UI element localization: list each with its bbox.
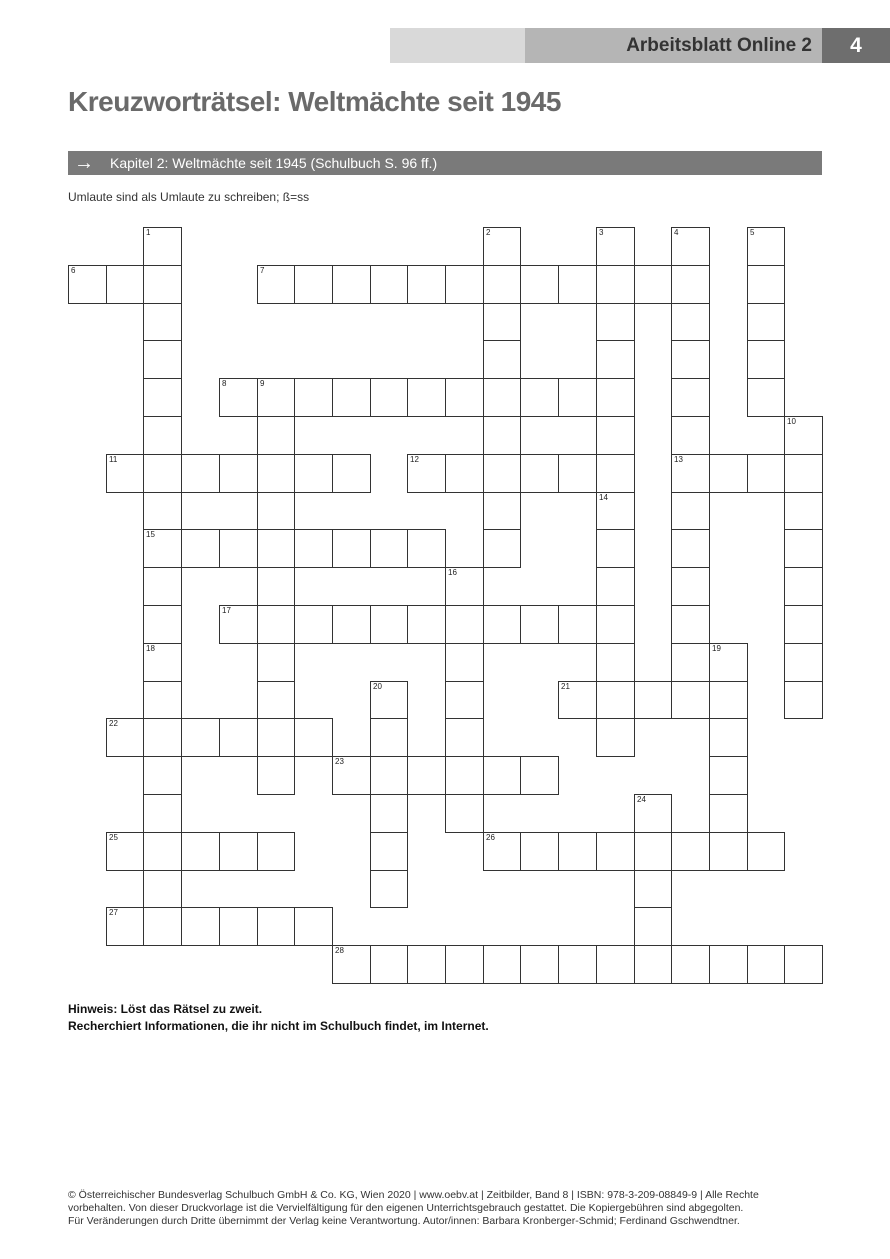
crossword-cell[interactable] bbox=[294, 907, 333, 946]
crossword-cell[interactable] bbox=[370, 265, 408, 304]
page-number: 4 bbox=[822, 28, 890, 63]
crossword-cell[interactable] bbox=[370, 945, 408, 984]
crossword-cell[interactable] bbox=[634, 945, 672, 984]
crossword-cell[interactable] bbox=[219, 454, 258, 493]
crossword-cell[interactable] bbox=[257, 567, 295, 606]
crossword-cell[interactable] bbox=[257, 492, 295, 530]
clue-number: 14 bbox=[599, 493, 608, 502]
crossword-cell[interactable] bbox=[784, 945, 823, 984]
crossword-cell[interactable] bbox=[181, 832, 220, 871]
header-bar-light bbox=[390, 28, 525, 63]
crossword-cell[interactable] bbox=[483, 756, 521, 795]
crossword-cell[interactable] bbox=[483, 303, 521, 341]
crossword-cell[interactable] bbox=[370, 870, 408, 908]
crossword-cell[interactable] bbox=[445, 756, 484, 795]
crossword-cell[interactable] bbox=[445, 945, 484, 984]
crossword-cell[interactable] bbox=[370, 718, 408, 757]
crossword-cell[interactable] bbox=[294, 529, 333, 568]
crossword-cell[interactable] bbox=[596, 605, 635, 644]
crossword-cell[interactable] bbox=[257, 681, 295, 719]
crossword-cell[interactable] bbox=[143, 832, 182, 871]
crossword-cell[interactable] bbox=[332, 756, 371, 795]
clue-number: 6 bbox=[71, 266, 76, 275]
clue-number: 2 bbox=[486, 228, 491, 237]
crossword-cell[interactable] bbox=[407, 265, 446, 304]
crossword-cell[interactable] bbox=[483, 605, 521, 644]
crossword-cell[interactable] bbox=[483, 416, 521, 455]
crossword-cell[interactable] bbox=[445, 605, 484, 644]
crossword-cell[interactable] bbox=[294, 378, 333, 417]
clue-number: 8 bbox=[222, 379, 227, 388]
crossword-cell[interactable] bbox=[596, 567, 635, 606]
crossword-cell[interactable] bbox=[784, 567, 823, 606]
crossword-cell[interactable] bbox=[671, 378, 710, 417]
crossword-cell[interactable] bbox=[520, 454, 559, 493]
crossword-cell[interactable] bbox=[634, 681, 672, 719]
clue-number: 16 bbox=[448, 568, 457, 577]
crossword-cell[interactable] bbox=[709, 718, 748, 757]
clue-number: 4 bbox=[674, 228, 679, 237]
crossword-cell[interactable] bbox=[596, 718, 635, 757]
crossword-cell[interactable] bbox=[143, 605, 182, 644]
crossword-cell[interactable] bbox=[634, 870, 672, 908]
crossword-cell[interactable] bbox=[596, 492, 635, 530]
crossword-cell[interactable] bbox=[671, 492, 710, 530]
crossword-cell[interactable] bbox=[784, 454, 823, 493]
clue-number: 27 bbox=[109, 908, 118, 917]
crossword-cell[interactable] bbox=[483, 454, 521, 493]
crossword-cell[interactable] bbox=[558, 605, 597, 644]
crossword-cell[interactable] bbox=[747, 265, 785, 304]
crossword-cell[interactable] bbox=[143, 454, 182, 493]
crossword-cell[interactable] bbox=[294, 718, 333, 757]
crossword-cell[interactable] bbox=[596, 416, 635, 455]
crossword-cell[interactable] bbox=[709, 945, 748, 984]
crossword-cell[interactable] bbox=[257, 643, 295, 682]
crossword-cell[interactable] bbox=[634, 832, 672, 871]
crossword-cell[interactable] bbox=[257, 605, 295, 644]
crossword-cell[interactable] bbox=[143, 340, 182, 379]
crossword-cell[interactable] bbox=[407, 378, 446, 417]
crossword-cell[interactable] bbox=[332, 265, 371, 304]
crossword-cell[interactable] bbox=[143, 794, 182, 833]
crossword-cell[interactable] bbox=[143, 870, 182, 908]
crossword-cell[interactable] bbox=[558, 681, 597, 719]
clue-number: 21 bbox=[561, 682, 570, 691]
crossword-cell[interactable] bbox=[143, 681, 182, 719]
crossword-cell[interactable] bbox=[219, 907, 258, 946]
crossword-cell[interactable] bbox=[143, 416, 182, 455]
crossword-cell[interactable] bbox=[671, 303, 710, 341]
crossword-cell[interactable] bbox=[483, 378, 521, 417]
crossword-cell[interactable] bbox=[483, 492, 521, 530]
crossword-cell[interactable] bbox=[596, 643, 635, 682]
crossword-cell[interactable] bbox=[483, 832, 521, 871]
crossword-cell[interactable] bbox=[143, 756, 182, 795]
crossword-cell[interactable] bbox=[784, 529, 823, 568]
crossword-cell[interactable] bbox=[445, 643, 484, 682]
crossword-cell[interactable] bbox=[370, 832, 408, 871]
crossword-cell[interactable] bbox=[558, 265, 597, 304]
crossword-cell[interactable] bbox=[257, 907, 295, 946]
crossword-cell[interactable] bbox=[181, 454, 220, 493]
crossword-cell[interactable] bbox=[709, 643, 748, 682]
crossword-cell[interactable] bbox=[558, 454, 597, 493]
crossword-cell[interactable] bbox=[257, 832, 295, 871]
footer-line: © Österreichischer Bundesverlag Schulbuch GmbH & Co. KG, Wien 2020 | www.oebv.at | Zeitbilder, Band 8 | ISBN: 978-3-209-08849-9 | Alle Rechte bbox=[68, 1189, 759, 1201]
crossword-cell[interactable] bbox=[370, 756, 408, 795]
crossword-cell[interactable] bbox=[483, 265, 521, 304]
instruction-text: Umlaute sind als Umlaute zu schreiben; ß=ss bbox=[68, 190, 310, 204]
crossword-cell[interactable] bbox=[634, 265, 672, 304]
crossword-cell[interactable] bbox=[257, 718, 295, 757]
arrow-right-icon: → bbox=[74, 152, 94, 174]
crossword-cell[interactable] bbox=[257, 416, 295, 455]
clue-number: 24 bbox=[637, 795, 646, 804]
crossword-cell[interactable] bbox=[596, 378, 635, 417]
crossword-cell[interactable] bbox=[520, 832, 559, 871]
clue-number: 19 bbox=[712, 644, 721, 653]
crossword-cell[interactable] bbox=[143, 492, 182, 530]
clue-number: 28 bbox=[335, 946, 344, 955]
clue-number: 13 bbox=[674, 455, 683, 464]
chapter-bar bbox=[68, 151, 822, 175]
crossword-cell[interactable] bbox=[106, 265, 144, 304]
crossword-cell[interactable] bbox=[294, 265, 333, 304]
hint-line: Hinweis: Löst das Rätsel zu zweit. bbox=[68, 1002, 263, 1016]
crossword-cell[interactable] bbox=[596, 832, 635, 871]
crossword-cell[interactable] bbox=[747, 227, 785, 266]
crossword-cell[interactable] bbox=[709, 681, 748, 719]
clue-number: 11 bbox=[109, 455, 118, 464]
crossword-cell[interactable] bbox=[445, 378, 484, 417]
crossword-cell[interactable] bbox=[219, 378, 258, 417]
crossword-cell[interactable] bbox=[407, 945, 446, 984]
clue-number: 23 bbox=[335, 757, 344, 766]
crossword-cell[interactable] bbox=[68, 265, 107, 304]
crossword-cell[interactable] bbox=[257, 378, 295, 417]
crossword-cell[interactable] bbox=[106, 907, 144, 946]
crossword-cell[interactable] bbox=[671, 832, 710, 871]
crossword-cell[interactable] bbox=[520, 945, 559, 984]
crossword-cell[interactable] bbox=[106, 718, 144, 757]
crossword-cell[interactable] bbox=[143, 643, 182, 682]
crossword-cell[interactable] bbox=[671, 340, 710, 379]
crossword-cell[interactable] bbox=[709, 454, 748, 493]
crossword-cell[interactable] bbox=[520, 756, 559, 795]
hint-line: Recherchiert Informationen, die ihr nicht im Schulbuch findet, im Internet. bbox=[68, 1019, 489, 1033]
crossword-cell[interactable] bbox=[784, 681, 823, 719]
crossword-cell[interactable] bbox=[747, 378, 785, 417]
crossword-cell[interactable] bbox=[671, 265, 710, 304]
crossword-cell[interactable] bbox=[671, 681, 710, 719]
crossword-cell[interactable] bbox=[332, 529, 371, 568]
crossword-cell[interactable] bbox=[181, 907, 220, 946]
crossword-cell[interactable] bbox=[634, 794, 672, 833]
clue-number: 22 bbox=[109, 719, 118, 728]
crossword-cell[interactable] bbox=[709, 832, 748, 871]
crossword-cell[interactable] bbox=[596, 529, 635, 568]
crossword-cell[interactable] bbox=[634, 907, 672, 946]
crossword-cell[interactable] bbox=[596, 945, 635, 984]
crossword-cell[interactable] bbox=[596, 227, 635, 266]
crossword-cell[interactable] bbox=[407, 756, 446, 795]
crossword-cell[interactable] bbox=[558, 832, 597, 871]
crossword-cell[interactable] bbox=[671, 529, 710, 568]
clue-number: 18 bbox=[146, 644, 155, 653]
crossword-cell[interactable] bbox=[407, 605, 446, 644]
crossword-cell[interactable] bbox=[671, 416, 710, 455]
crossword-cell[interactable] bbox=[332, 378, 371, 417]
crossword-cell[interactable] bbox=[143, 378, 182, 417]
crossword-cell[interactable] bbox=[671, 567, 710, 606]
crossword-cell[interactable] bbox=[445, 794, 484, 833]
crossword-cell[interactable] bbox=[294, 454, 333, 493]
crossword-cell[interactable] bbox=[332, 454, 371, 493]
crossword-cell[interactable] bbox=[143, 227, 182, 266]
crossword-cell[interactable] bbox=[143, 718, 182, 757]
crossword-cell[interactable] bbox=[143, 265, 182, 304]
crossword-cell[interactable] bbox=[671, 605, 710, 644]
crossword-cell[interactable] bbox=[671, 643, 710, 682]
clue-number: 7 bbox=[260, 266, 265, 275]
clue-number: 12 bbox=[410, 455, 419, 464]
crossword-cell[interactable] bbox=[257, 454, 295, 493]
chapter-label: Kapitel 2: Weltmächte seit 1945 (Schulbuch S. 96 ff.) bbox=[110, 155, 438, 171]
crossword-cell[interactable] bbox=[671, 945, 710, 984]
crossword-cell[interactable] bbox=[257, 265, 295, 304]
crossword-cell[interactable] bbox=[784, 643, 823, 682]
clue-number: 5 bbox=[750, 228, 755, 237]
worksheet-title: Arbeitsblatt Online 2 bbox=[626, 35, 812, 56]
crossword-cell[interactable] bbox=[257, 529, 295, 568]
crossword-cell[interactable] bbox=[219, 605, 258, 644]
crossword-cell[interactable] bbox=[445, 718, 484, 757]
crossword-cell[interactable] bbox=[483, 227, 521, 266]
crossword-cell[interactable] bbox=[747, 454, 785, 493]
crossword-cell[interactable] bbox=[558, 945, 597, 984]
footer-line: Für Veränderungen durch Dritte übernimmt der Verlag keine Verantwortung. Autor/innen: Barbara Kronberger-Schmid; Ferdinand Gschwendtner. bbox=[68, 1215, 740, 1227]
crossword-cell[interactable] bbox=[747, 832, 785, 871]
crossword-cell[interactable] bbox=[370, 529, 408, 568]
crossword-cell[interactable] bbox=[219, 529, 258, 568]
crossword-cell[interactable] bbox=[784, 416, 823, 455]
crossword-cell[interactable] bbox=[483, 945, 521, 984]
footer-copyright bbox=[68, 1189, 828, 1228]
crossword-cell[interactable] bbox=[596, 681, 635, 719]
crossword-cell[interactable] bbox=[747, 945, 785, 984]
crossword-cell[interactable] bbox=[483, 529, 521, 568]
clue-number: 9 bbox=[260, 379, 265, 388]
crossword-cell[interactable] bbox=[219, 718, 258, 757]
crossword-cell[interactable] bbox=[784, 492, 823, 530]
crossword-cell[interactable] bbox=[520, 265, 559, 304]
crossword-cell[interactable] bbox=[747, 303, 785, 341]
crossword-cell[interactable] bbox=[370, 605, 408, 644]
crossword-cell[interactable] bbox=[520, 605, 559, 644]
crossword-cell[interactable] bbox=[671, 454, 710, 493]
crossword-cell[interactable] bbox=[596, 340, 635, 379]
clue-number: 10 bbox=[787, 417, 796, 426]
crossword-cell[interactable] bbox=[483, 340, 521, 379]
clue-number: 1 bbox=[146, 228, 151, 237]
crossword-cell[interactable] bbox=[709, 756, 748, 795]
footer-line: vorbehalten. Von dieser Druckvorlage ist die Vervielfältigung für den eigenen Unterrichtsgebrauch gestattet. Die Kopiergebühren sind abgegolten. bbox=[68, 1202, 744, 1214]
crossword-cell[interactable] bbox=[143, 529, 182, 568]
crossword-cell[interactable] bbox=[106, 832, 144, 871]
crossword-cell[interactable] bbox=[596, 265, 635, 304]
crossword-cell[interactable] bbox=[709, 794, 748, 833]
clue-number: 26 bbox=[486, 833, 495, 842]
crossword-cell[interactable] bbox=[143, 567, 182, 606]
crossword-cell[interactable] bbox=[257, 756, 295, 795]
clue-number: 25 bbox=[109, 833, 118, 842]
crossword-cell[interactable] bbox=[370, 681, 408, 719]
crossword-cell[interactable] bbox=[143, 303, 182, 341]
clue-number: 17 bbox=[222, 606, 231, 615]
crossword-cell[interactable] bbox=[445, 567, 484, 606]
crossword-cell[interactable] bbox=[181, 529, 220, 568]
crossword-cell[interactable] bbox=[332, 605, 371, 644]
page-title: Kreuzworträtsel: Weltmächte seit 1945 bbox=[68, 86, 561, 117]
crossword-cell[interactable] bbox=[332, 945, 371, 984]
crossword-cell[interactable] bbox=[181, 718, 220, 757]
crossword-cell[interactable] bbox=[219, 832, 258, 871]
crossword-cell[interactable] bbox=[370, 378, 408, 417]
crossword-cell[interactable] bbox=[596, 454, 635, 493]
hint-block bbox=[68, 1001, 489, 1035]
crossword-cell[interactable] bbox=[294, 605, 333, 644]
crossword-cell[interactable] bbox=[106, 454, 144, 493]
crossword-cell[interactable] bbox=[784, 605, 823, 644]
clue-number: 15 bbox=[146, 530, 155, 539]
crossword-cell[interactable] bbox=[370, 794, 408, 833]
crossword-cell[interactable] bbox=[445, 265, 484, 304]
crossword-cell[interactable] bbox=[671, 227, 710, 266]
crossword-cell[interactable] bbox=[558, 378, 597, 417]
crossword-cell[interactable] bbox=[143, 907, 182, 946]
clue-number: 3 bbox=[599, 228, 604, 237]
clue-number: 20 bbox=[373, 682, 382, 691]
crossword-cell[interactable] bbox=[596, 303, 635, 341]
crossword-cell[interactable] bbox=[407, 529, 446, 568]
crossword-cell[interactable] bbox=[445, 454, 484, 493]
crossword-cell[interactable] bbox=[747, 340, 785, 379]
crossword-cell[interactable] bbox=[407, 454, 446, 493]
crossword-cell[interactable] bbox=[445, 681, 484, 719]
crossword-cell[interactable] bbox=[520, 378, 559, 417]
